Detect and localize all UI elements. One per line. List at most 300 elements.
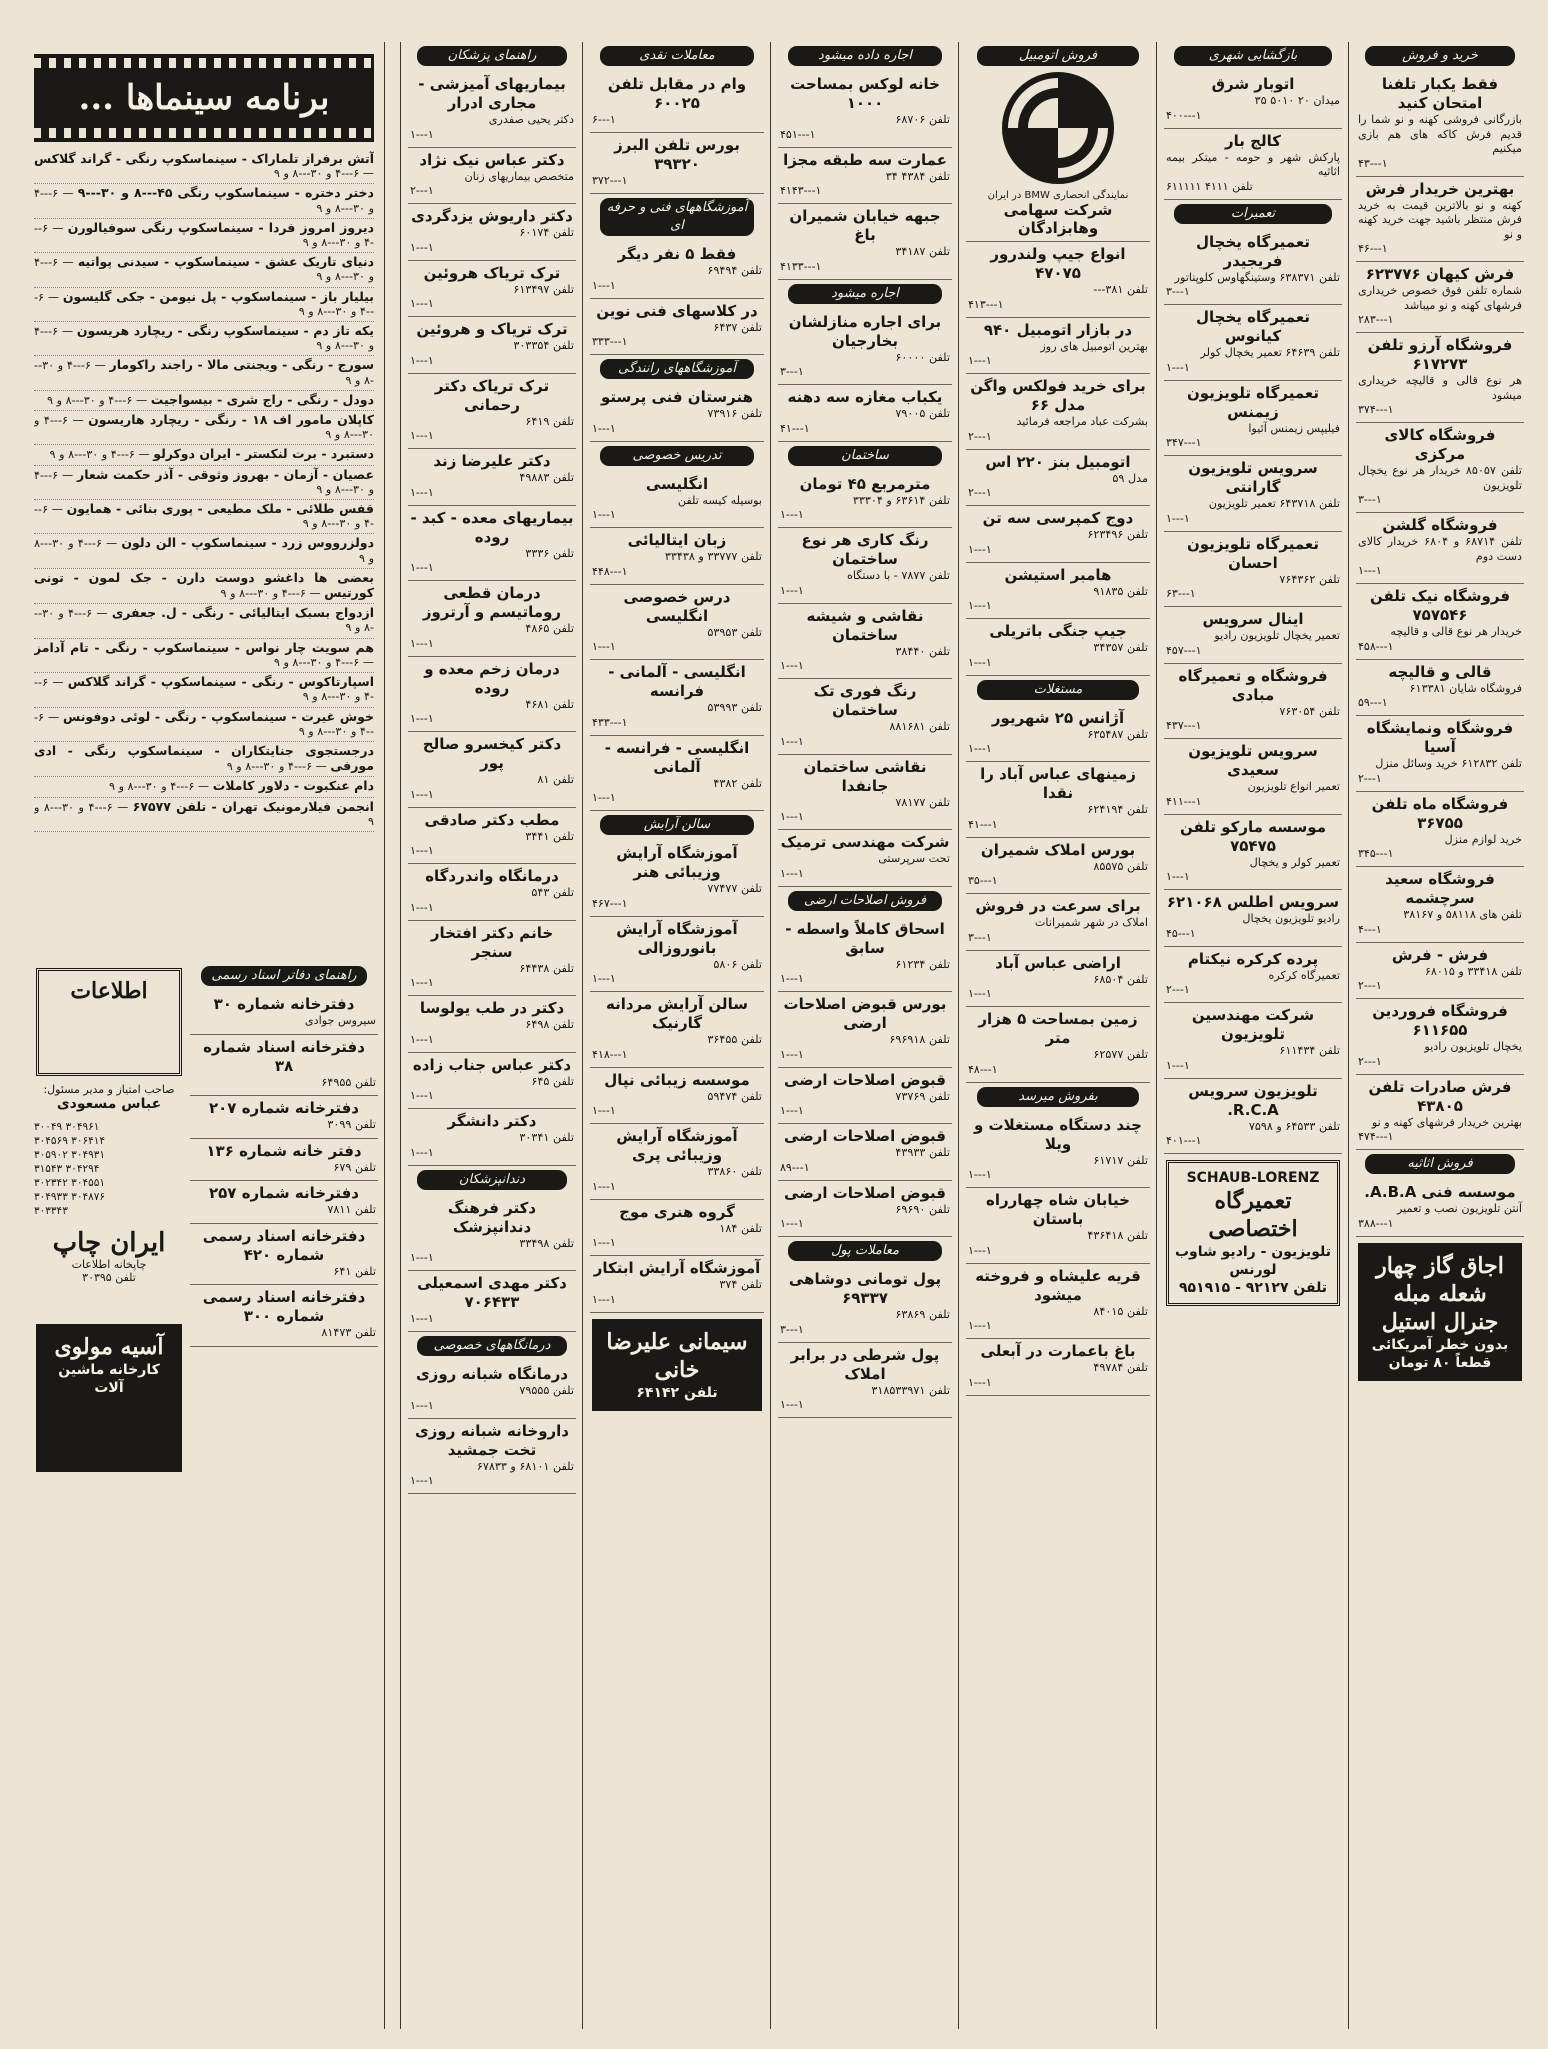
ad-body: تلفن ۳۳۸۶۰ (707, 1165, 762, 1178)
ad-code: ۲---۱ (968, 486, 992, 499)
printer-name: ایران چاپ (52, 1228, 166, 1258)
classified-ad (590, 1068, 764, 1125)
ad-code: ۱---۱ (780, 1217, 804, 1230)
ad-code: ۱---۱ (1166, 360, 1190, 374)
ad-code: ۳۵---۱ (968, 874, 998, 887)
ad-code: ۴۶---۱ (1358, 242, 1388, 255)
movie-title: درجستجوی جنایتکاران - سینماسکوپ رنگی - ادی مورفی (34, 742, 374, 774)
ad-body: تلفن ۷۸۱۷۷ (895, 795, 950, 809)
ad-code: ۴---۱ (1358, 922, 1382, 936)
ad-code: ۱---۱ (410, 712, 434, 725)
ad-body: املاک در شهر شمیرانات (1034, 916, 1148, 929)
cinema-row: دیروز امروز فردا - سینماسکوپ رنگی سوفیالورن — ۶---۴ و ۳۰---۸ و ۹ (34, 219, 374, 253)
notary-item (190, 1035, 378, 1097)
ad-body: دکتر یحیی صفدری (488, 113, 574, 126)
ad-code: ۱---۱ (592, 278, 616, 292)
ad-code: ۱---۱ (410, 1398, 434, 1412)
classified-ad (1164, 664, 1342, 740)
classified-ad (408, 204, 576, 261)
notary-body: تلفن ۶۷۹ (333, 1160, 376, 1174)
ad-code: ۳---۱ (968, 930, 992, 944)
notary-body: تلفن ۳۰۹۹ (327, 1118, 376, 1131)
column-cars-realestate (962, 42, 1154, 2029)
ad-title: دکتر علیرضا زند (433, 452, 551, 470)
ad-title: سرویس اطلس ۶۲۱۰۶۸ (1166, 893, 1340, 911)
ad-body: تلفن ۳۸۴۴۰ (895, 644, 950, 658)
ad-body: تلفن ۶۴۹۸ (525, 1018, 574, 1031)
ad-code: ۱---۱ (410, 353, 434, 367)
classified-ad (590, 992, 764, 1068)
ad-title: فقط یکبار تلفنا امتحان کنید (1381, 75, 1499, 112)
classified-ad (1356, 660, 1524, 717)
ad-code: ۴۵---۱ (1166, 926, 1196, 940)
movie-title: عصیان - آزمان - بهروز وثوقی - آذر حکمت شعار (77, 466, 374, 482)
classified-ad (1164, 532, 1342, 608)
ad-code: ۶---۱ (592, 113, 616, 126)
classified-ad (778, 604, 952, 680)
classified-ad (1356, 943, 1524, 1000)
ad-title: مترمربع ۴۵ تومان (799, 474, 931, 493)
classified-ad (590, 841, 764, 917)
ad-title: آموزشگاه آرایش ابتکار (593, 1259, 761, 1277)
section-header: بفروش میرسد (977, 1087, 1140, 1107)
cinema-row: دختر دختره - سینماسکوپ رنگی ۴۵---۸ و ۳۰---۹ — ۶---۴ و ۳۰---۸ و ۹ (34, 184, 374, 218)
ad-code: ۳۳۳---۱ (592, 335, 628, 348)
ad-title: پرده کرکره نیکتام (1187, 949, 1319, 968)
section-header: معاملات نقدی (600, 46, 755, 66)
classified-ad (408, 506, 576, 582)
ad-body: تلفن ۳۳۴۹۸ (519, 1236, 574, 1250)
cinema-row: خوش غیرت - سینماسکوپ - رنگی - لوئی دوفونس — ۶---۴ و ۳۰---۸ و ۹ (34, 708, 374, 742)
ad-code: ۱---۱ (410, 900, 434, 914)
ad-body: شماره تلفن فوق خصوص خریداری فرشهای کهنه و نو میباشد (1358, 284, 1522, 312)
ad-title: قبوض اصلاحات ارضی (784, 1183, 946, 1202)
notary-body: سیروس جوادی (304, 1014, 376, 1027)
ad-body: هر نوع قالی و قالیچه خریداری میشود (1358, 374, 1522, 402)
section-header: بازگشایی شهری (1174, 46, 1332, 66)
ad-code: ۳---۱ (1358, 493, 1382, 506)
ad-body: تلفن ۷۶۳۰۵۴ (1279, 704, 1340, 718)
classified-ad (1356, 72, 1524, 177)
ad-title: نقاشی ساختمان جانفدا (803, 757, 927, 795)
ad-code: ۳۷۴---۱ (1358, 403, 1394, 416)
classified-ad (778, 385, 952, 442)
movie-title: اسپارتاکوس - رنگی - سینماسکوپ - گراند گلاکس (67, 674, 374, 690)
ad-body: تلفن ۷۳۹۱۶ (707, 407, 762, 420)
ad-code: ۱---۱ (1166, 511, 1190, 525)
classified-ad (1164, 72, 1342, 129)
logo-caption: نمایندگی انحصاری BMW در ایران (987, 190, 1129, 201)
ad-body: تلفن ۶۱۳۴۹۷ (513, 282, 574, 296)
ad-title: باغ باعمارت در آبعلی (980, 1342, 1136, 1360)
ad-code: ۴۱۳---۱ (968, 297, 1004, 311)
ad-code: ۴۳۳---۱ (592, 715, 628, 729)
cinema-row: آتش برفراز تلماراک - سینماسکوپ رنگی - گراند گلاکس — ۶---۴ و ۳۰---۸ و ۹ (34, 150, 374, 184)
ad-body: تلفن ۴۶۸۱ (525, 697, 574, 711)
ad-code: ۴۴۸---۱ (592, 564, 628, 578)
ad-body: تلفن ۴۸۶۵ (525, 622, 574, 635)
ad-title: مطب دکتر صادقی (424, 810, 560, 829)
ad-body: تلفن ۶۳۸۶۹ (895, 1308, 950, 1321)
ad-title: در بازار اتومبیل ۹۴۰ (983, 320, 1133, 339)
classified-ad (778, 1068, 952, 1125)
ad-body: تلفن ۶۹۶۹۰ (895, 1202, 950, 1216)
display-ad-box (1166, 1160, 1340, 1306)
classified-ad (408, 317, 576, 374)
classified-ad (966, 1007, 1150, 1083)
ad-body: تلفن ۶۸۷۱۴ و ۶۸۰۴ خریدار کالای دست دوم (1358, 535, 1522, 563)
ad-title: موسسه زیبائی نپال (604, 1070, 750, 1089)
column-buy-sell (1352, 42, 1528, 2029)
classified-ad (1164, 456, 1342, 532)
ad-code: ۲۸۳---۱ (1358, 313, 1394, 326)
ad-body: تلفن ۸۵۰۵۷ خریدار هر نوع یخچال تلویزیون (1358, 464, 1522, 492)
notary-item (190, 1139, 378, 1182)
cinema-row: بیلیار باز - سینماسکوپ - پل نیومن - جکی گلیسون — ۶---۴ و ۳۰---۸ و ۹ (34, 288, 374, 322)
ad-body: تلفن ۳۶۴۵۵ (707, 1033, 762, 1046)
ad-title: اراضی عباس آباد (995, 953, 1121, 972)
ad-body: تلفن ۶۴۵۳۳ و ۷۵۹۸ (1248, 1119, 1340, 1133)
ad-code: ۴۵۱---۱ (780, 127, 816, 141)
ad-body: تلفن ۶۸۱۰۱ و ۶۷۸۳۳ (476, 1459, 574, 1473)
ad-title: رنگ فوری تک ساختمان (813, 682, 917, 719)
ad-title: سرویس تلویزیون گارانتی (1188, 459, 1318, 496)
classified-ad (1356, 423, 1524, 513)
ad-title: فروشگاه فروردین ۶۱۱۶۵۵ (1372, 1002, 1508, 1039)
cinema-row: دام عنکبوت - دلاور کاملات — ۶---۴ و ۳۰---۸ و ۹ (34, 777, 374, 797)
ad-title: ترک تریاک و هروئین (416, 320, 568, 338)
ad-title: انگلیسی - آلمانی - فرانسه (608, 663, 746, 700)
classified-ad (1164, 381, 1342, 457)
ad-body: تلفن ۶۴۳۷ (713, 320, 762, 334)
ad-body: بهترین خریدار فرشهای کهنه و نو (1371, 1115, 1522, 1129)
ad-body: تلفن ۷۳۷۶۹ (895, 1089, 950, 1103)
ad-code: ۱---۱ (592, 1292, 616, 1306)
masthead-info: صاحب امتیاز و مدیر مسئول: عباس مسعودی (34, 1082, 184, 1112)
ad-code: ۱---۱ (592, 1104, 616, 1117)
ad-code: ۱---۱ (410, 636, 434, 650)
classified-ad (1164, 890, 1342, 947)
classified-ad (408, 449, 576, 506)
notary-column (190, 962, 378, 2022)
ad-code: ۴۵۷---۱ (1166, 643, 1202, 657)
bottom-ad-box: آسیه مولوی کارخانه ماشین آلات (36, 1324, 182, 1472)
ad-title: فرش - فرش (1391, 945, 1489, 964)
ad-title: فروشگاه ونمایشگاه آسیا (1366, 719, 1514, 756)
ad-body: تلفن ۶۴۳۷۱۸ تعمیر تلویزیون (1208, 497, 1340, 510)
ad-body: تلفن ۶۱۲۸۳۲ خرید وسائل منزل (1375, 757, 1522, 770)
ad-code: ۱---۱ (968, 987, 992, 1000)
ad-title: پول شرطی در برابر املاک (790, 1345, 940, 1383)
cinema-row: یکه تاز دم - سینماسکوپ رنگی - ریچارد هریسون — ۶---۴ و ۳۰---۸ و ۹ (34, 322, 374, 356)
masthead-column: اطلاعات صاحب امتیاز و مدیر مسئول: عباس مسعودی ۳۰۰۴۹ ۳۰۴۹۶۱ ۳۰۴۵۶۹ ۳۰۶۴۱۴ ۳۰۵۹۰۲ ۳۰۴۹۳۱ ۳۱۵۴۳ ۳۰۴۲۹۴ ۳۰۲۳۴۲ ۳۰۴۵۵۱ ۳۰۴۹۳۳ ۳۰۴۸۷۶ ۳۰۳۳۴۳ ایران چاپ چاپخانه اطلاعات تلفن ۳۰۳۹۵ آسیه مولوی کارخانه ماشین آلات (34, 962, 184, 2022)
ad-body: تلفن ۴۳۸۴ ۳۴ (885, 169, 950, 183)
phone-directory: ۳۰۰۴۹ ۳۰۴۹۶۱ ۳۰۴۵۶۹ ۳۰۶۴۱۴ ۳۰۵۹۰۲ ۳۰۴۹۳۱ ۳۱۵۴۳ ۳۰۴۲۹۴ ۳۰۲۳۴۲ ۳۰۴۵۵۱ ۳۰۴۹۳۳ ۳۰۴۸۷۶ ۳۰۳۳۴۳ (34, 1121, 106, 1217)
cinema-header (34, 54, 374, 142)
ad-body: تلفن ۳۰۳۴۱ (519, 1131, 574, 1144)
ad-body: تلفن ۶۹۶۹۱۸ (889, 1033, 950, 1046)
ad-code: تلفن ۴۱۱۱ ۶۱۱۱۱۱ (1166, 179, 1253, 193)
ad-code: ۱---۱ (592, 791, 616, 804)
ad-body: تلفن ۶۴۶۳۹ تعمیر یخچال کولر (1200, 346, 1340, 359)
ad-code: ۱---۱ (410, 1251, 434, 1264)
classified-ad (1356, 513, 1524, 584)
classified-ad (1356, 1180, 1524, 1237)
ad-body: تلفن ۶۲۳۴۹۶ (1087, 528, 1148, 541)
ad-title: تعمیرگاه یخچال کیانوس (1196, 308, 1310, 345)
ad-title: کالج بار (1225, 131, 1281, 150)
ad-code: ۱---۱ (410, 1474, 434, 1487)
classified-ad (966, 1264, 1150, 1340)
ad-title: خانم دکتر افتخار سنجر (430, 923, 554, 961)
ad-title: دکتر عباس نیک نژاد (419, 150, 565, 169)
ad-title: انگلیسی - فرانسه - آلمانی (604, 738, 750, 776)
ad-body: تلفن ۶۳۶۱۴ و ۳۳۳۰۴ (852, 493, 950, 507)
ad-body: تلفن ۹۱۸۳۵ (1093, 584, 1148, 598)
ad-body: تلفن ۶۱۲۳۴ (895, 957, 950, 971)
ad-title: فرش کیهان ۶۲۳۷۷۶ (1365, 265, 1515, 283)
ad-code: ۳۴۷---۱ (1166, 436, 1202, 449)
ad-code: ۴۱۳۳---۱ (780, 259, 822, 273)
classified-ad (966, 1113, 1150, 1189)
ad-title: تعمیرگاه تلویزیون زیمنس (1186, 383, 1319, 421)
cinema-row: دستبرد - برت لنکستر - ایران دوکرلو — ۶---۴ و ۳۰---۸ و ۹ (34, 445, 374, 465)
classified-ad (590, 1256, 764, 1313)
ad-body: تلفن ۳۷۴ (719, 1278, 762, 1291)
classified-ad (408, 921, 576, 997)
classified-ad (408, 732, 576, 808)
ad-code: ۴۰۱---۱ (1166, 1134, 1202, 1147)
ad-title: زبان ایتالیائی (627, 531, 727, 549)
ad-body: تلفن ۶۴۴۳۸ (519, 961, 574, 975)
classified-ad (408, 72, 576, 148)
ad-title: بیماریهای معده - کبد - روده (410, 508, 574, 546)
display-ad-box (1358, 1243, 1522, 1381)
classified-ad (778, 148, 952, 205)
classified-ad (778, 72, 952, 148)
movie-title: دختر دختره - سینماسکوپ رنگی ۴۵---۸ و ۳۰---۹ (77, 185, 374, 201)
classified-ad (966, 318, 1150, 375)
ad-body: تلفن ۸۱ (537, 773, 574, 786)
movie-title: بعضی ها داغشو دوست دارن - جک لمون - تونی کورتیس (34, 569, 374, 601)
ad-title: فقط ۵ نفر دیگر (617, 245, 737, 263)
ad-body: خرید لوازم منزل (1444, 832, 1522, 846)
ad-body: تعمیر انواع تلویزیون (1247, 780, 1340, 793)
ad-title: فروشگاه و تعمیرگاه مبادی (1178, 666, 1328, 704)
classified-ad (1164, 815, 1342, 891)
classified-ad (778, 992, 952, 1068)
ad-title: هنرستان فنی پرستو (601, 388, 753, 406)
cinema-listing (34, 150, 374, 950)
classified-ad (408, 148, 576, 205)
column-moving-repairs (1160, 42, 1346, 2029)
notary-body: تلفن ۶۴۹۵۵ (321, 1075, 376, 1089)
classified-ad (966, 838, 1150, 895)
ad-code: ۱---۱ (780, 1104, 804, 1117)
display-ad-title: سیمانی علیرضا خانی (606, 1328, 748, 1383)
ad-code: ۱---۱ (780, 972, 804, 985)
cinema-row: ازدواج بسبک ایتالیائی - رنگی - ل. جعفری — ۶---۴ و ۳۰---۸ و ۹ (34, 604, 374, 638)
ad-body: تلفن ۶۲۴۱۹۴ (1087, 803, 1148, 816)
section-header: راهنمای پزشکان (417, 46, 567, 66)
ad-title: موسسه فنی A.B.A. (1364, 1183, 1516, 1201)
section-header: فروش اصلاحات ارضی (788, 891, 943, 911)
cinema-row: کاپلان مامور اف ۱۸ - رنگی - ریچارد هاریسون — ۶---۴ و ۳۰---۸ و ۹ (34, 411, 374, 445)
cinema-row: سورج - رنگی - ویجنتی مالا - راجند راکومار — ۶---۴ و ۳۰---۸ و ۹ (34, 356, 374, 390)
movie-title: دنیای تاریک عشق - سینماسکوپ - سیدنی پواتیه (77, 254, 374, 270)
section-header: فروش اثاثیه (1365, 1154, 1515, 1174)
ad-title: چند دستگاه مستغلات و ویلا (974, 1115, 1142, 1153)
classified-ad (408, 1362, 576, 1419)
ad-body: یخچال تلویزیون رادیو (1424, 1040, 1522, 1053)
cinema-row: دودل - رنگی - راج شری - بیسواجیت — ۶---۴ و ۳۰---۸ و ۹ (34, 391, 374, 411)
ad-body: تلفن ۵۴۳ (531, 886, 574, 899)
ad-code: ۱---۱ (968, 1243, 992, 1257)
ad-code: ۱---۱ (410, 1145, 434, 1159)
classified-ad (590, 917, 764, 993)
classified-ad (966, 762, 1150, 838)
ad-body: تعمیر کولر و یخچال (1249, 855, 1340, 869)
ad-title: انگلیسی (645, 474, 709, 493)
movie-title: دودل - رنگی - راج شری - بیسواجیت (150, 391, 374, 407)
newspaper-name: اطلاعات (70, 978, 148, 1004)
ad-code: ۲---۱ (968, 429, 992, 443)
classified-ad (778, 917, 952, 993)
ad-code: ۴۱---۱ (968, 817, 998, 831)
ad-title: خانه لوکس بمساحت ۱۰۰۰ (790, 75, 940, 112)
notary-title: دفترخانه شماره ۳۰ (213, 995, 355, 1013)
classified-ad (778, 830, 952, 887)
ad-body: تلفن ۷۹۰۰۵ (895, 407, 950, 420)
classified-ad (590, 385, 764, 442)
classified-ad (590, 660, 764, 736)
ad-title: درس خصوصی انگلیسی (623, 587, 731, 625)
classified-ad (1164, 1003, 1342, 1079)
ad-body: تلفن ۳۱۸۵۳۳۹۷۱ (871, 1383, 950, 1397)
ad-body: تلفن ۶۳۵۴۸۷ (1087, 727, 1148, 741)
classified-ad (408, 1271, 576, 1332)
ad-code: ۱---۱ (968, 1375, 992, 1389)
classified-ad (408, 808, 576, 865)
ad-title: تعمیرگاه تلویزیون احسان (1186, 534, 1319, 572)
classified-ad (778, 1267, 952, 1343)
classified-ad (590, 242, 764, 299)
notary-body: تلفن ۸۱۴۷۳ (321, 1326, 376, 1339)
movie-title: سورج - رنگی - ویجنتی مالا - راجند راکومار (109, 357, 374, 373)
ad-code: ۶۳---۱ (1166, 587, 1196, 600)
classified-ad (590, 72, 764, 133)
classified-ad (1356, 262, 1524, 333)
cinema-row: درجستجوی جنایتکاران - سینماسکوپ رنگی - ادی مورفی — ۶---۴ و ۳۰---۸ و ۹ (34, 742, 374, 777)
ad-body: آنتن تلویزیون نصب و تعمیر (1396, 1202, 1522, 1215)
ad-title: فروشگاه نیک تلفن ۷۵۷۵۴۶ (1369, 587, 1511, 624)
section-header: معاملات پول (788, 1241, 943, 1261)
classified-ad (966, 1339, 1150, 1396)
ad-body: تلفن ۳۰۳۳۵۴ (513, 339, 574, 352)
ad-body: تلفن ۵۳۹۵۳ (707, 625, 762, 639)
ad-title: تعمیرگاه یخچال فریجیدر (1196, 232, 1310, 270)
section-header: آموزشگاههای رانندگی (600, 359, 755, 379)
ad-title: دکتر کیخسرو صالح پور (422, 735, 562, 772)
ad-code: ۱---۱ (780, 508, 804, 521)
classified-ad (1356, 584, 1524, 660)
classified-ad (408, 657, 576, 733)
notary-item (190, 1224, 378, 1286)
ad-code: ۱---۱ (780, 1047, 804, 1061)
ad-code: ۱---۱ (592, 421, 616, 435)
classified-ad (408, 1109, 576, 1166)
ad-title: عمارت سه طبقه مجزا (783, 150, 947, 169)
classified-ad (408, 374, 576, 450)
ad-title: درمانگاه واندردگاه (425, 867, 559, 885)
ad-title: دکتر داریوش یزدگردی (411, 207, 573, 225)
ad-title: نقاشی و شیشه ساختمان (806, 606, 924, 644)
owner-name: عباس مسعودی (56, 1096, 162, 1112)
ad-body: تلفن ۶۱۱۴۳۴ (1279, 1044, 1340, 1057)
ad-body: تلفن ۷۶۴۳۶۲ (1279, 572, 1340, 586)
ad-title: سرویس تلویزیون سعیدی (1188, 742, 1318, 779)
movie-title: دستبرد - برت لنکستر - ایران دوکرلو (153, 446, 374, 462)
ad-title: جبهه خیابان شمیران باغ (789, 207, 941, 244)
section-header: اجاره میشود (788, 284, 943, 304)
ad-code: ۴۱---۱ (780, 421, 810, 435)
ad-title: دکتر عباس جناب زاده (412, 1055, 572, 1074)
ad-code: ۱---۱ (592, 508, 616, 521)
ad-title: دکتر در طب یولوسا (419, 999, 565, 1017)
ad-title: گروه هنری موج (619, 1202, 735, 1221)
ad-body: تعمیرگاه کرکره (1268, 968, 1340, 982)
section-header: فروش اتومبیل (977, 46, 1140, 66)
ad-code: ۱---۱ (410, 787, 434, 801)
ad-title: اینال سرویس (1202, 610, 1304, 628)
movie-title: دولزرووس زرد - سینماسکوپ - الن دلون (121, 535, 374, 551)
ad-code: ۱---۱ (780, 583, 804, 597)
ad-title: فروشگاه سعید سرچشمه (1385, 870, 1495, 907)
classified-ad (778, 310, 952, 386)
classified-ad (966, 894, 1150, 951)
movie-title: ازدواج بسبک ایتالیائی - رنگی - ل. جعفری (111, 605, 374, 621)
ad-body: تلفن ۳۴۱۸۷ (895, 245, 950, 258)
ad-code: ۴۰۰---۱ (1166, 108, 1202, 122)
ad-code: ۱---۱ (780, 866, 804, 880)
ad-code: ۸۹---۱ (780, 1160, 810, 1174)
classified-ad (778, 528, 952, 604)
ad-title: بهترین خریدار فرش (1365, 179, 1515, 198)
ad-code: ۱---۱ (410, 844, 434, 857)
ad-body: تلفن ۷۷۴۷۷ (707, 882, 762, 895)
ad-body: تلفن ۶۸۵۰۴ (1093, 972, 1148, 986)
classified-ad (590, 528, 764, 585)
ad-brand: SCHAUB-LORENZ (1186, 1170, 1320, 1186)
ad-body: تلفن ۵۳۹۹۳ (707, 701, 762, 714)
ad-title: یکباب مغازه سه دهنه (787, 388, 943, 406)
ad-body: رادیو تلویزیون یخچال (1242, 912, 1340, 925)
ad-body: فیلیپس زیمنس آئیوا (1248, 421, 1340, 435)
ad-code: ۱---۱ (410, 297, 434, 310)
ad-code: ۱---۱ (592, 1179, 616, 1193)
ad-code: ۱---۱ (1166, 870, 1190, 883)
cinema-row: عصیان - آزمان - بهروز وثوقی - آذر حکمت شعار — ۶---۴ و ۳۰---۸ و ۹ (34, 466, 374, 500)
display-ad-title: اجاق گاز چهار شعله مبله جنرال استیل (1376, 1252, 1504, 1335)
ad-code: ۳---۱ (1166, 285, 1190, 298)
ad-title: اسحاق کاملاً واسطه - سابق (785, 919, 945, 957)
classified-ad (778, 679, 952, 755)
ad-title: بیماریهای آمیزشی - مجاری ادرار (418, 75, 566, 112)
ad-title: فروشگاه آرزو تلفن ۶۱۷۲۷۳ (1367, 336, 1513, 373)
classified-ad (778, 1181, 952, 1238)
movie-title: بیلیار باز - سینماسکوپ - پل نیومن - جکی گلیسون (62, 288, 374, 304)
ad-title: انواع جیپ ولندرور ۴۷۰۷۵ (990, 245, 1126, 282)
